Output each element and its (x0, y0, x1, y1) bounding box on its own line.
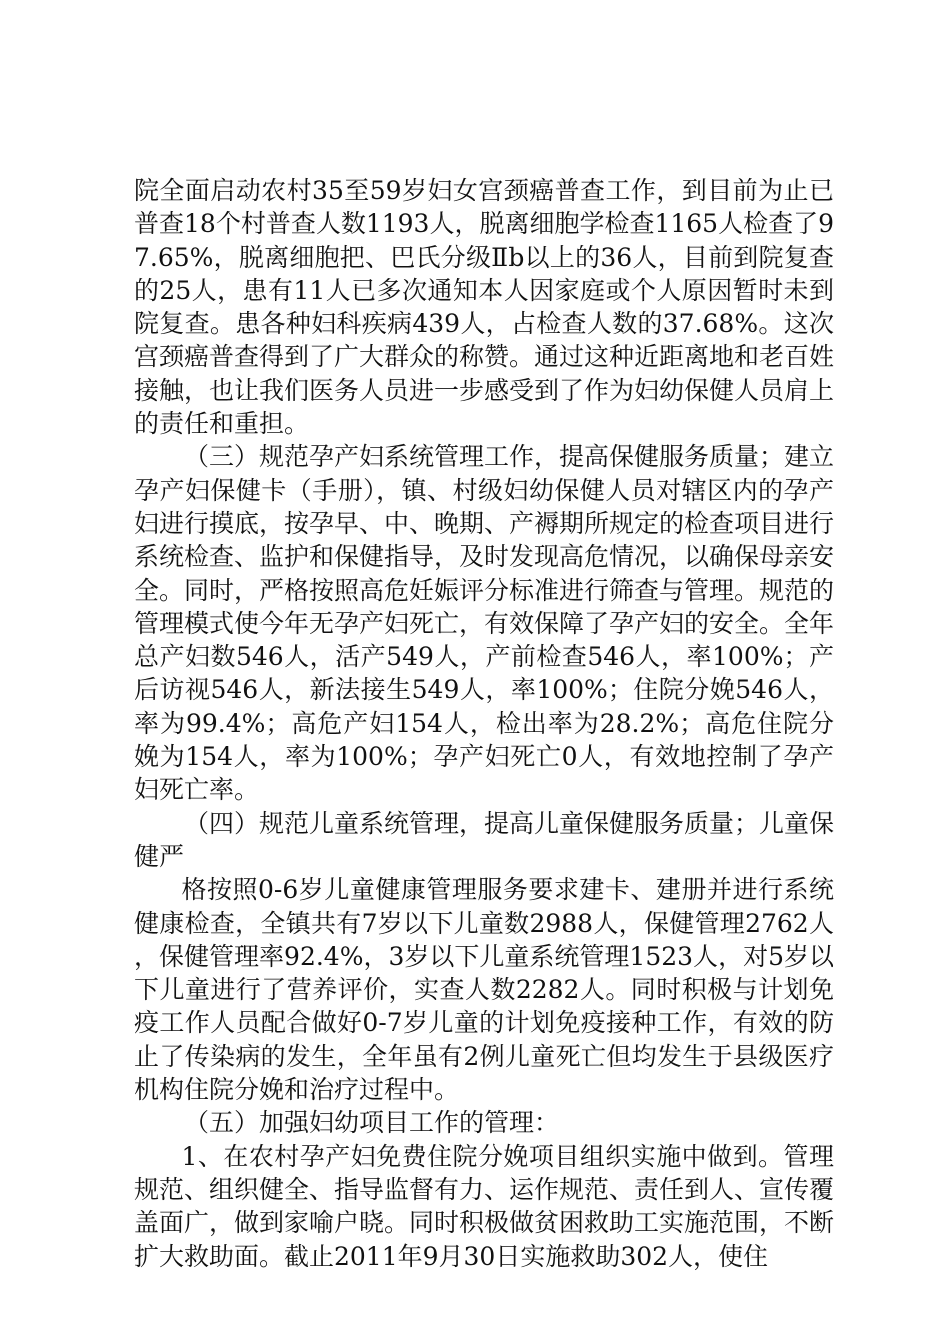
paragraph-cervical-cancer-screening: 院全面启动农村35至59岁妇女宫颈癌普查工作，到目前为止已普查18个村普查人数1193人，脱离细胞学检查1165人检查了97.65%，脱离细胞把、巴氏分级Ⅱb以上的36人，目前到院复查的25人，患有11人已多次通知本人因家庭或个人原因暂时未到院复查。患各种妇科疾病439人，占检查人数的37.68%。这次宫颈癌普查得到了广大群众的称赞。通过这种近距离地和老百姓接触，也让我们医务人员进一步感受到了作为妇幼保健人员肩上的责任和重担。 (134, 176, 835, 439)
paragraph-child-health-checks: 格按照0-6岁儿童健康管理服务要求建卡、建册并进行系统健康检查，全镇共有7岁以下儿童数2988人，保健管理2762人，保健管理率92.4%，3岁以下儿童系统管理1523人，对5岁以下儿童进行了营养评价，实查人数2282人。同时积极与计划免疫工作人员配合做好0-7岁儿童的计划免疫接种工作，有效的防止了传染病的发生，全年虽有2例儿童死亡但均发生于县级医疗机构住院分娩和治疗过程中。 (134, 875, 834, 1105)
paragraph-free-delivery-project: 1、在农村孕产妇免费住院分娩项目组织实施中做到。管理规范、组织健全、指导监督有力、运作规范、责任到人、宣传覆盖面广，做到家喻户晓。同时积极做贫困救助工实施范围，不断扩大救助面。截止2011年9月30日实施救助302人，使住 (134, 1141, 835, 1271)
document-body (134, 174, 834, 1273)
paragraph-maternal-management: （三）规范孕产妇系统管理工作，提高保健服务质量；建立孕产妇保健卡（手册），镇、村级妇幼保健人员对辖区内的孕产妇进行摸底，按孕早、中、晚期、产褥期所规定的检查项目进行系统检查、监护和保健指导，及时发现高危情况，以确保母亲安全。同时，严格按照高危妊娠评分标准进行筛查与管理。规范的管理模式使今年无孕产妇死亡，有效保障了孕产妇的安全。全年总产妇数546人，活产549人，产前检查546人，率100%；产后访视546人，新法接生549人，率100%；住院分娩546人，率为99.4%；高危产妇154人，检出率为28.2%；高危住院分娩为154人，率为100%；孕产妇死亡0人，有效地控制了孕产妇死亡率。 (134, 442, 835, 805)
paragraph-project-management-heading: （五）加强妇幼项目工作的管理： (184, 1108, 560, 1138)
paragraph-child-management-heading: （四）规范儿童系统管理，提高儿童保健服务质量；儿童保健严 (134, 808, 835, 871)
